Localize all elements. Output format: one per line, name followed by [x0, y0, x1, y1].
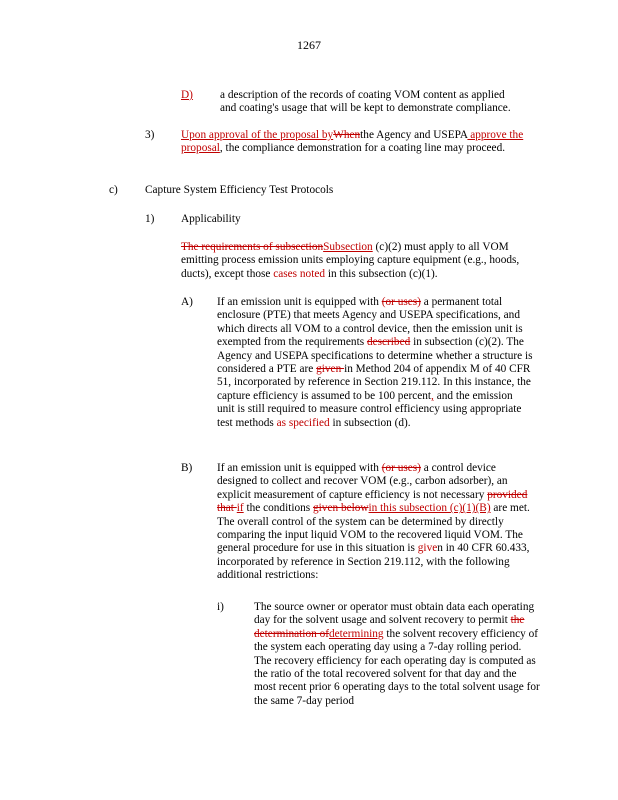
item-B-text: If an emission unit is equipped with (or uses) a control device designed to collect and recover VOM (e.g., carbon adsorber), an explicit measurement of capture efficiency is not necessary provided that if the conditions given belowin this subsection (c)(1)(B) are met. The overall control of the system can be determined by directly comparing the input liquid VOM to the recovered liquid VOM. The general procedure for use in this situation is given in 40 CFR 60.433, incorporated by reference in Section 219.112, with the following additional restrictions: — [217, 462, 530, 582]
item-A-label: A) — [181, 296, 193, 308]
section-c-title: Capture System Efficiency Test Protocols — [145, 184, 334, 196]
item-B-label: B) — [181, 462, 193, 474]
item-3-label: 3) — [145, 129, 155, 141]
item-1-title: Applicability — [181, 213, 241, 225]
page-number: 1267 — [297, 38, 321, 52]
item-A-text: If an emission unit is equipped with (or uses) a permanent total enclosure (PTE) that meets Agency and USEPA specifications, and which directs all VOM to a control device, then the emission unit is exempted from the requirements described in subsection (c)(2). The Agency and USEPA specifications to determine whether a structure is considered a PTE are given in Method 204 of appendix M of 40 CFR 51, incorporated by reference in Section 219.112. In this instance, the capture efficiency is assumed to be 100 percent, and the emission unit is still required to measure control efficiency using appropriate test methods as specified in subsection (d). — [217, 296, 533, 429]
applicability-paragraph: The requirements of subsectionSubsection (c)(2) must apply to all VOM emitting process emission units employing capture equipment (e.g., hoods, ducts), except those cases noted in this subsection (c)(1). — [181, 241, 520, 280]
item-i-text: The source owner or operator must obtain data each operating day for the solvent usage and solvent recovery to permit the determination ofdetermining the solvent recovery efficiency of the system each operating day using a 7-day rolling period. The recovery efficiency for each operating day is computed as the ratio of the total recovered solvent for that day and the most recent prior 6 operating days to the total solvent usage for the same 7-day period — [254, 601, 540, 707]
item-D-text: a description of the records of coating VOM content as applied and coating's usage that will be kept to demonstrate compliance. — [220, 89, 511, 115]
item-3-text: Upon approval of the proposal byWhenthe Agency and USEPA approve the proposal, the compliance demonstration for a coating line may proceed. — [181, 129, 524, 155]
item-D-label: D) — [181, 89, 193, 101]
item-i-label: i) — [217, 601, 224, 613]
item-1-label: 1) — [145, 213, 155, 225]
section-c-label: c) — [109, 184, 118, 196]
